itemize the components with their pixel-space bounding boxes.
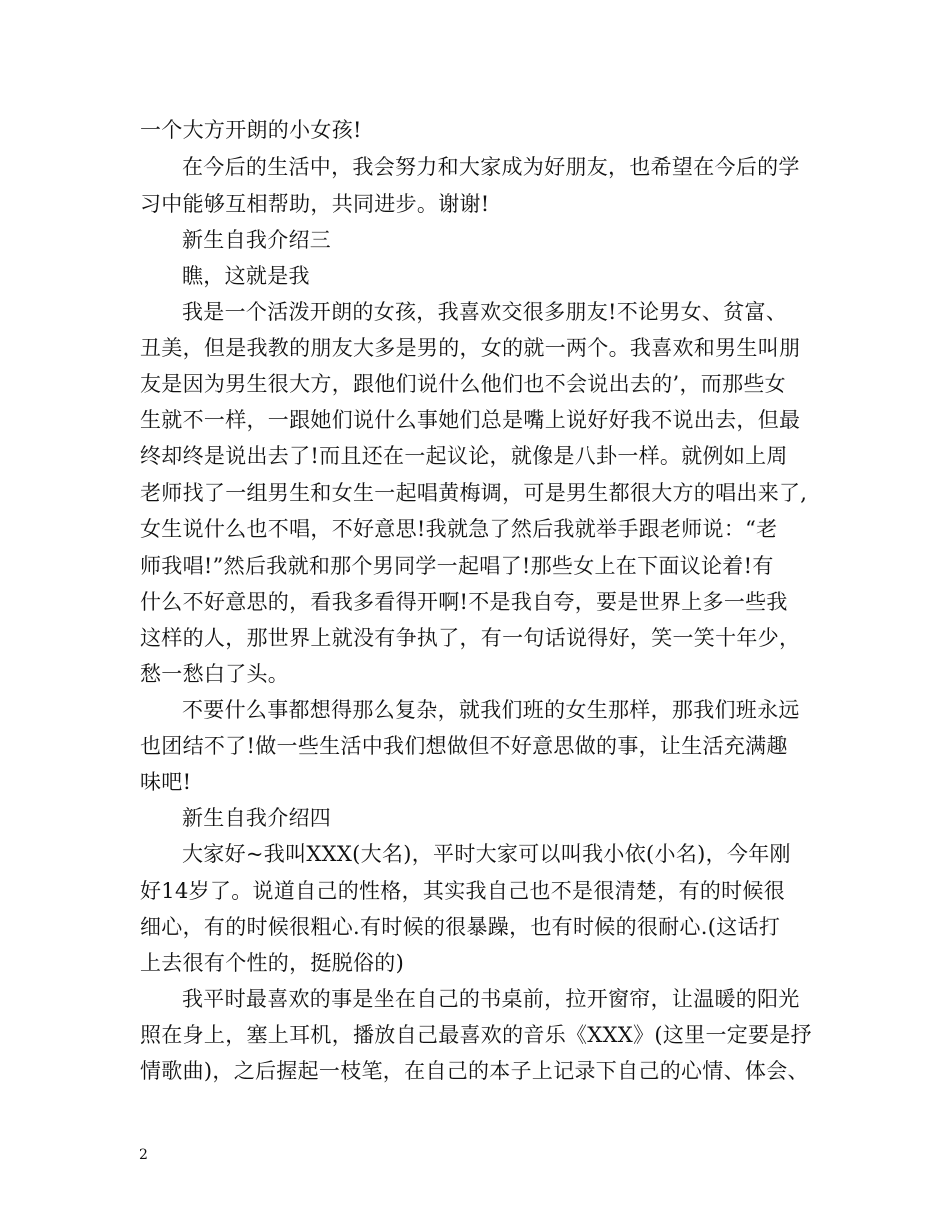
text-line: 生就不一样，一跟她们说什么事她们总是嘴上说好好我不说出去，但最 xyxy=(140,408,801,432)
text-line: 也团结不了!做一些生活中我们想做但不好意思做的事，让生活充满趣 xyxy=(140,734,788,758)
section-subtitle: 瞧，这就是我 xyxy=(182,264,310,288)
text-line: 照在身上，塞上耳机，播放自己最喜欢的音乐《XXX》(这里一定要是抒 xyxy=(140,1023,812,1047)
text-line: 愁一愁白了头。 xyxy=(140,662,290,686)
text-line: 细心，有的时候很粗心.有时候的很暴躁，也有时候的很耐心.(这话打 xyxy=(140,915,781,939)
paragraph-start-line: 我平时最喜欢的事是坐在自己的书桌前，拉开窗帘，让温暖的阳光 xyxy=(182,987,800,1011)
text-line: 这样的人，那世界上就没有争执了，有一句话说得好，笑一笑十年少， xyxy=(140,626,801,650)
text-line: 女生说什么也不唱，不好意思!我就急了然后我就举手跟老师说：“老 xyxy=(140,517,778,541)
paragraph-start-line: 我是一个活泼开朗的女孩，我喜欢交很多朋友!不论男女、贫富、 xyxy=(182,300,788,324)
text-line: 上去很有个性的，挺脱俗的) xyxy=(140,951,405,975)
paragraph-start-line: 不要什么事都想得那么复杂，就我们班的女生那样，那我们班永远 xyxy=(182,698,800,722)
text-line: 友是因为男生很大方，跟他们说什么他们也不会说出去的’，而那些女 xyxy=(140,372,786,396)
text-line: 终却终是说出去了!而且还在一起议论，就像是八卦一样。就例如上周 xyxy=(140,444,788,468)
text-line: 什么不好意思的，看我多看得开啊!不是我自夸，要是世界上多一些我 xyxy=(140,590,788,614)
text-line: 味吧! xyxy=(140,770,192,794)
text-line: 师我唱!”然后我就和那个男同学一起唱了!那些女上在下面议论着!有 xyxy=(140,554,774,578)
paragraph-start-line: 在今后的生活中，我会努力和大家成为好朋友，也希望在今后的学 xyxy=(182,155,800,179)
section-heading: 新生自我介绍三 xyxy=(182,228,332,252)
text-line: 情歌曲)，之后握起一枝笔，在自己的本子上记录下自己的心情、体会、 xyxy=(140,1059,809,1083)
page-number: 2 xyxy=(139,1147,148,1163)
text-line: 老师找了一组男生和女生一起唱黄梅调，可是男生都很大方的唱出来了, xyxy=(140,481,808,505)
text-line: 好14岁了。说道自己的性格，其实我自己也不是很清楚，有的时候很 xyxy=(140,879,786,903)
paragraph-start-line: 大家好~我叫XXX(大名)，平时大家可以叫我小依(小名)，今年刚 xyxy=(182,842,791,866)
text-line: 丑美，但是我教的朋友大多是男的，女的就一两个。我喜欢和男生叫朋 xyxy=(140,336,801,360)
text-line: 习中能够互相帮助，共同进步。谢谢! xyxy=(140,192,490,216)
section-heading: 新生自我介绍四 xyxy=(182,806,332,830)
text-line: 一个大方开朗的小女孩! xyxy=(140,118,362,142)
